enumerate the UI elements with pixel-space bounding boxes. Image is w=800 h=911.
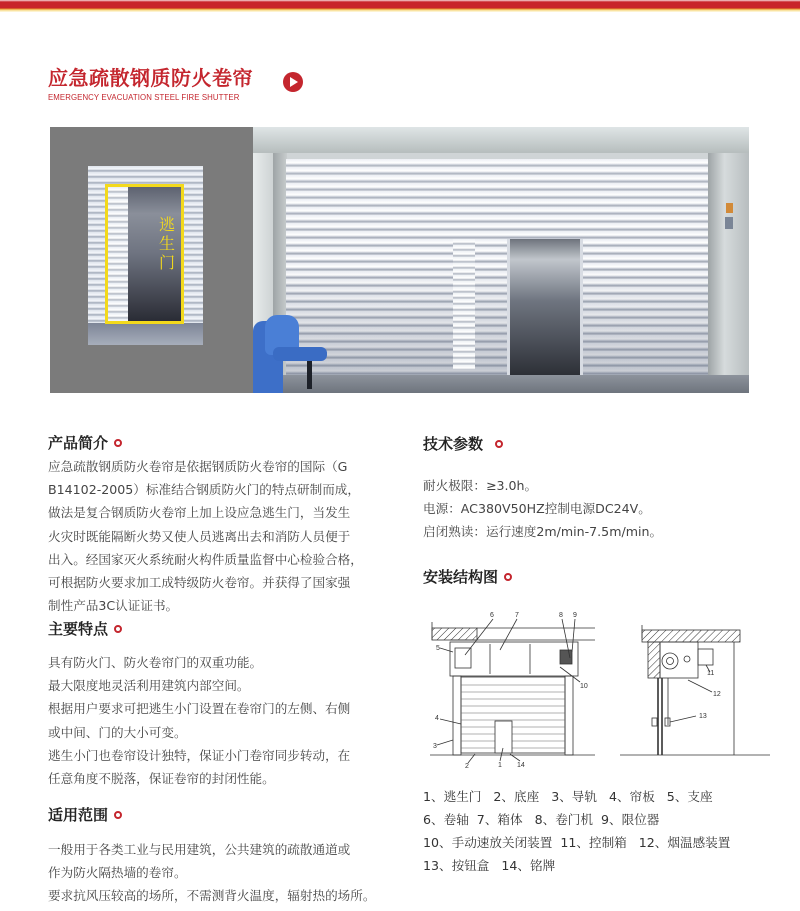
section-title-product-intro bbox=[48, 433, 122, 453]
text-line: B14102-2005）标准结合钢质防火门的特点研制而成， bbox=[48, 482, 360, 498]
features-text bbox=[48, 651, 350, 790]
chair-leg bbox=[307, 361, 312, 389]
page-subtitle: EMERGENCY EVACUATION STEEL FIRE SHUTTER bbox=[48, 92, 240, 102]
fire-shutter-photo bbox=[253, 127, 749, 393]
diagram-label: 10 bbox=[580, 683, 588, 690]
text-line: 启闭熟读：运行速度2m/min-7.5m/min。 bbox=[423, 524, 663, 540]
section-title-scope bbox=[48, 805, 122, 825]
text-line: 制性产品3C认证证书。 bbox=[48, 598, 179, 614]
diagram-label: 7 bbox=[515, 612, 519, 619]
inset-floor bbox=[88, 323, 203, 345]
play-circle-icon[interactable] bbox=[283, 72, 303, 92]
bullet-circle-icon bbox=[114, 625, 122, 633]
bullet-circle-icon bbox=[504, 573, 512, 581]
text-line: 做法是复合钢质防火卷帘上加上设应急逃生门，当发生 bbox=[48, 505, 351, 521]
escape-door-inset bbox=[88, 166, 203, 345]
shutter-shading bbox=[286, 159, 708, 375]
escape-door-highlight bbox=[105, 184, 184, 324]
section-title-text: 安装结构图 bbox=[423, 568, 499, 586]
text-line: 一般用于各类工业与民用建筑，公共建筑的疏散通道或 bbox=[48, 842, 351, 857]
diagram-label: 1 bbox=[498, 762, 502, 769]
diagram-label: 6 bbox=[490, 612, 494, 619]
text-line: 耐火极限：≥3.0h。 bbox=[423, 478, 538, 493]
text-line: 要求抗风压较高的场所，不需测背火温度，辐射热的场所。 bbox=[48, 888, 376, 904]
scope-text bbox=[48, 838, 375, 908]
escape-door-detail-photo bbox=[50, 127, 253, 393]
product-intro-text bbox=[48, 455, 398, 617]
legend-line: 6、卷轴 7、箱体 8、卷门机 9、限位器 bbox=[423, 812, 660, 827]
section-title-tech-params bbox=[423, 434, 503, 454]
bullet-circle-icon bbox=[495, 440, 503, 448]
diagram-label: 14 bbox=[517, 762, 525, 769]
escape-door-opening bbox=[507, 239, 583, 376]
diagram-label: 3 bbox=[433, 743, 437, 750]
text-line: 出入。经国家灭火系统耐火构件质量监督中心检验合格， bbox=[48, 551, 363, 567]
text-line: 应急疏散钢质防火卷帘是依据钢质防火卷帘的国际（G bbox=[48, 459, 348, 474]
diagram-label: 4 bbox=[435, 715, 439, 722]
legend-line: 10、手动速放关闭装置 11、控制箱 12、烟温感装置 bbox=[423, 835, 731, 850]
rolling-shutter bbox=[286, 159, 708, 375]
diagram-label: 13 bbox=[699, 713, 707, 720]
text-line: 具有防火门、防火卷帘门的双重功能。 bbox=[48, 655, 263, 670]
section-title-installation bbox=[423, 567, 512, 587]
escape-door-leaf bbox=[108, 187, 128, 321]
text-line: 可根据防火要求加工成特级防火卷帘。并获得了国家强 bbox=[48, 575, 351, 591]
text-line: 根据用户要求可把逃生小门设置在卷帘门的左侧、右侧 bbox=[48, 701, 351, 717]
legend-line: 13、按钮盒 14、铭牌 bbox=[423, 858, 556, 873]
diagram-label: 5 bbox=[436, 645, 440, 652]
text-line: 任意角度不脱落，保证卷帘的封闭性能。 bbox=[48, 771, 275, 787]
photo-floor bbox=[253, 375, 749, 393]
section-title-text: 主要特点 bbox=[48, 620, 109, 638]
installation-diagram bbox=[420, 600, 800, 780]
bullet-circle-icon bbox=[114, 811, 122, 819]
escape-door-label: 逃生门 bbox=[158, 215, 175, 272]
text-line: 或中间、门的大小可变。 bbox=[48, 724, 187, 740]
wall-control-panel bbox=[725, 217, 733, 229]
section-title-text: 产品简介 bbox=[48, 434, 109, 452]
tech-params-text bbox=[423, 474, 662, 544]
legend-line: 1、逃生门 2、底座 3、导轨 4、帘板 5、支座 bbox=[423, 789, 713, 804]
diagram-label: 12 bbox=[713, 691, 721, 698]
section-title-text: 适用范围 bbox=[48, 806, 109, 824]
photo-pillar-right bbox=[708, 153, 749, 393]
bullet-circle-icon bbox=[114, 439, 122, 447]
section-title-text: 技术参数 bbox=[423, 435, 484, 453]
top-accent-bar bbox=[0, 0, 800, 12]
photo-ceiling bbox=[253, 127, 749, 153]
section-title-features bbox=[48, 619, 122, 639]
diagram-label: 2 bbox=[465, 763, 469, 770]
text-line: 电源：AC380V50HZ控制电源DC24V。 bbox=[423, 501, 651, 517]
diagram-label: 8 bbox=[559, 612, 563, 619]
text-line: 逃生小门也卷帘设计独特，保证小门卷帘同步转动，在 bbox=[48, 747, 351, 763]
page-title-block bbox=[48, 66, 256, 102]
escape-door-leaf-open bbox=[453, 239, 475, 369]
diagram-label: 9 bbox=[573, 612, 577, 619]
text-line: 作为防火隔热墙的卷帘。 bbox=[48, 865, 187, 881]
text-line: 最大限度地灵活利用建筑内部空间。 bbox=[48, 678, 250, 694]
blue-chair-seat bbox=[273, 347, 327, 361]
page-title: 应急疏散钢质防火卷帘 bbox=[48, 66, 253, 90]
wall-sign bbox=[726, 203, 733, 213]
diagram-label: 11 bbox=[707, 670, 715, 677]
diagram-legend bbox=[423, 785, 730, 877]
text-line: 火灾时既能隔断火势又使人员逃离出去和消防人员便于 bbox=[48, 528, 351, 544]
